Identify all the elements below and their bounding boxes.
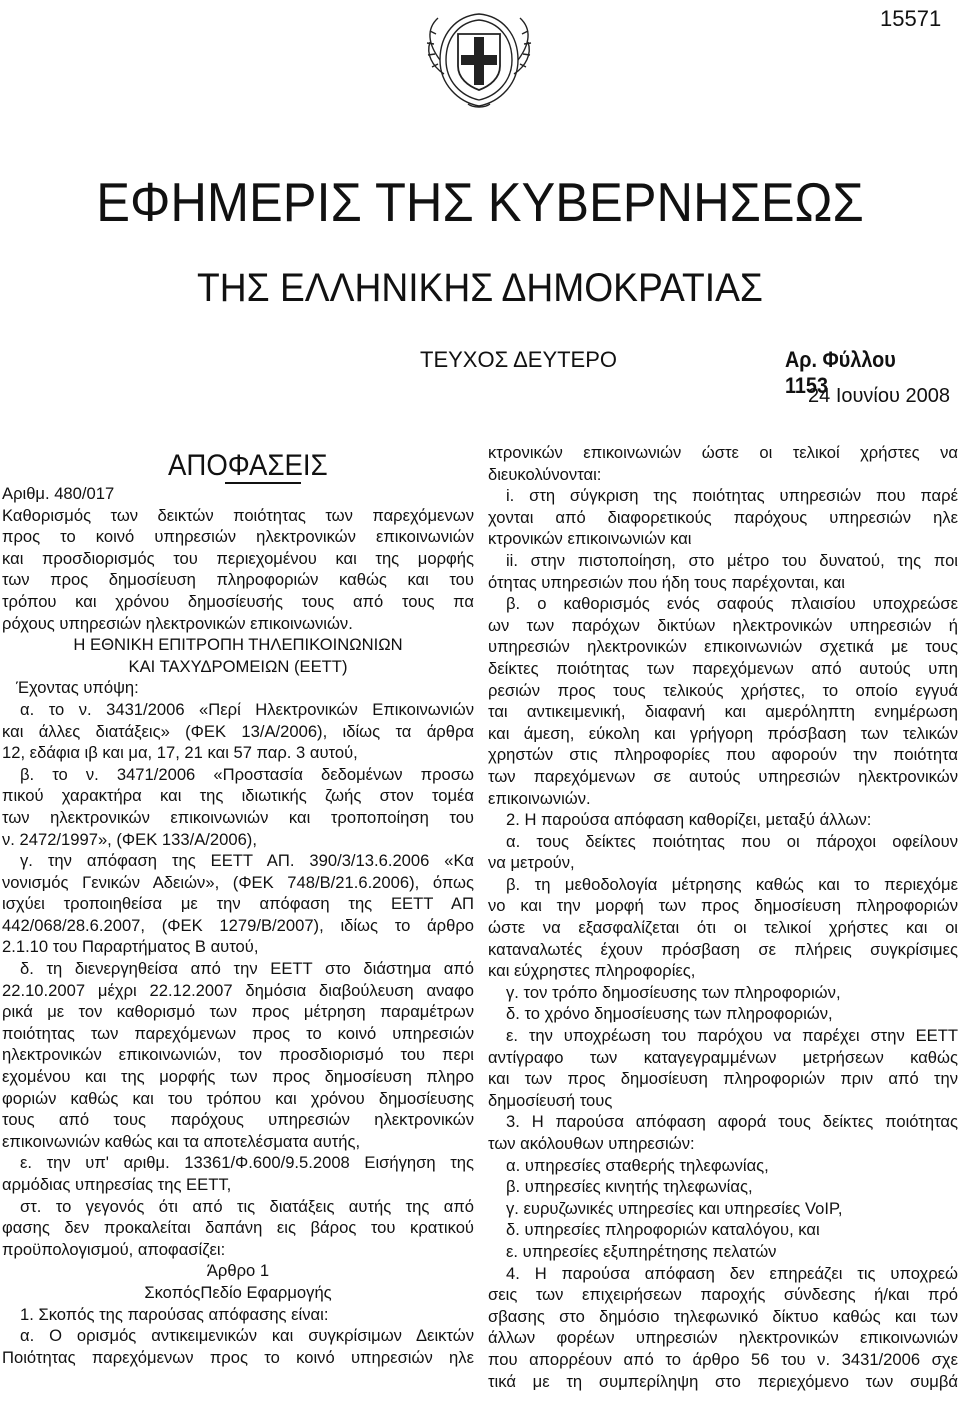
article-heading: Άρθρο 1: [206, 1261, 270, 1281]
text-line: ισχύει τροποιηθείσα με την απόφαση της ΕΕΤΤ ΑΠ: [2, 894, 474, 914]
text-line: νο και την μορφή των προς δημοσίευση πληροφοριών: [488, 896, 958, 916]
text-line: πικού χαρακτήρα και της ιδιωτικής ζωής στον τομέα: [2, 786, 474, 806]
text-line: 1. Σκοπός της παρούσας απόφασης είναι:: [20, 1304, 329, 1324]
text-line: 22.10.2007 μέχρι 22.12.2007 δημόσια διαβούλευση αναφο: [2, 980, 474, 1000]
text-line: που απορρέουν από το άρθρο 56 του ν. 3431/2006 σχε: [488, 1349, 958, 1369]
text-line: σβασης στο δημόσιο τηλεφωνικό δίκτυο καθώς και των: [488, 1306, 958, 1326]
text-line: φασης δεν προκαλείται δαπάνη εις βάρος του κρατικού: [2, 1218, 474, 1238]
text-line: και των προς δημοσίευση πληροφοριών πριν από την: [488, 1069, 958, 1089]
text-line: διευκολύνονται:: [488, 464, 602, 484]
text-line: ε. την υποχρέωση του παρόχου να παρέχει στην ΕΕΤΤ: [506, 1026, 958, 1046]
list-item: α. υπηρεσίες σταθερής τηλεφωνίας,: [506, 1155, 769, 1175]
text-line: σεις των επιχειρήσεων παροχής σύνδεσης ή/και πρό: [488, 1285, 958, 1305]
text-line: i. στη σύγκριση της ποιότητας υπηρεσιών που παρέ: [506, 486, 958, 506]
text-line: ότητας υπηρεσιών που ήδη τους παρέχονται, και: [488, 572, 845, 592]
decision-subject-line: των προς δημοσίευση πληροφοριών καθώς και του: [2, 570, 474, 590]
text-line: να μετρούν,: [488, 853, 575, 873]
decision-subject-line: και προσδιορισμός του περιεχομένου και της μορφής: [2, 548, 474, 568]
text-line: επικοινωνιών.: [488, 788, 591, 808]
text-line: των ακόλουθων υπηρεσιών:: [488, 1134, 695, 1153]
article-title: ΣκοπόςΠεδίο Εφαρμογής: [144, 1282, 332, 1302]
text-line: εχομένου και της μορφής των προς δημοσίευση πληρο: [2, 1067, 474, 1087]
text-line: τους από τους παρόχους υπηρεσιών ηλεκτρονικών: [2, 1110, 474, 1130]
decision-subject-line: Καθορισμός των δεικτών ποιότητας των παρεχόμενων: [2, 505, 474, 525]
text-line: άλλων φορέων υπηρεσιών ηλεκτρονικών επικοινωνιών: [488, 1328, 958, 1348]
text-line: δείκτες ποιότητας των παρεχόμενων από αυτούς υπη: [488, 658, 958, 678]
sheet-number: Αρ. Φύλλου 1153: [785, 347, 896, 398]
text-line: στ. το γεγονός ότι από τις διατάξεις αυτής της από: [20, 1196, 474, 1216]
text-line: ώστε να εξασφαλίζεται ότι οι τελικοί χρήστες και οι: [488, 918, 958, 938]
decision-number: Αριθμ. 480/017: [2, 484, 115, 503]
decision-subject-line: προς το κοινό υπηρεσιών ηλεκτρονικών επικοινωνιών: [2, 527, 474, 547]
left-text-column: [2, 483, 474, 1368]
text-line: δ. τη διενεργηθείσα από την ΕΕΤΤ στο διάστημα από: [20, 959, 474, 979]
text-line: επικοινωνιών καθώς και τα αποτελέσματα αυτής,: [2, 1131, 361, 1151]
issue-date: 24 Ιουνίου 2008: [808, 385, 950, 407]
list-item: δ. υπηρεσίες πληροφοριών καταλόγου, και: [506, 1220, 820, 1240]
text-line: ται αντικειμενική, διαφανή και αμερόληπτη ενημέρωση: [488, 702, 958, 722]
text-line: α. Ο ορισμός αντικειμενικών και συγκρίσιμων Δεικτών: [20, 1326, 474, 1346]
text-line: ε. την υπ' αριθμ. 13361/Φ.600/9.5.2008 Εισήγηση της: [20, 1153, 474, 1173]
text-line: 12, εδάφια ιβ και μα, 17, 21 και 57 παρ. 3 αυτού,: [2, 743, 358, 763]
text-line: αρμόδιας υπηρεσίας της ΕΕΤΤ,: [2, 1175, 232, 1194]
text-line: των παρεχόμενων σε αυτούς υπηρεσιών ηλεκτρονικών: [488, 766, 958, 786]
text-line: α. το ν. 3431/2006 «Περί Ηλεκτρονικών Επικοινωνιών: [20, 699, 474, 719]
text-line: β. τη μεθοδολογία μέτρησης καθώς και το περιεχόμε: [506, 874, 958, 894]
text-line: νονισμός Γενικών Αδειών», (ΦΕΚ 748/Β/21.6.2006), όπως: [2, 872, 474, 892]
list-item: ε. υπηρεσίες εξυπηρέτησης πελατών: [506, 1241, 777, 1261]
text-line: ποιότητας των παρεχόμενων προς το κοινό υπηρεσιών: [2, 1023, 474, 1043]
text-line: 2. Η παρούσα απόφαση καθορίζει, μεταξύ άλλων:: [506, 810, 872, 830]
text-line: φοριών καθώς και του τρόπου και χρόνου δημοσίευσης: [2, 1088, 474, 1108]
text-line: καταναλωτές έχουν πρόσβαση σε πλήρεις συγκρίσιμες: [488, 939, 958, 959]
text-line: δ. το χρόνο δημοσίευσης των πληροφοριών,: [506, 1004, 833, 1024]
text-line: κτρονικών επικοινωνιών ώστε οι τελικοί χρήστες να: [488, 443, 958, 462]
text-line: γ. την απόφαση της ΕΕΤΤ ΑΠ. 390/3/13.6.2006 «Κα: [20, 851, 474, 871]
text-line: και άλλες διατάξεις» (ΦΕΚ 13/Α/2006), ιδίως τα άρθρα: [2, 721, 474, 741]
text-line: ρεσιών προς τους τελικούς χρήστες, το οποίο εγγυά: [488, 680, 958, 700]
decision-subject-line: ρόχους υπηρεσιών ηλεκτρονικών επικοινωνιών.: [2, 613, 353, 633]
text-line: Ποιότητας παρεχόμενων προς το κοινό υπηρεσιών ηλε: [2, 1347, 474, 1367]
republic-title: ΤΗΣ ΕΛΛΗΝΙΚΗΣ ΔΗΜΟΚΡΑΤΙΑΣ: [197, 266, 763, 310]
list-item: γ. ευρυζωνικές υπηρεσίες και υπηρεσίες VoIP,: [506, 1198, 843, 1218]
text-line: και άμεση, εύκολη και γρήγορη πρόσβαση των τελικών: [488, 723, 958, 743]
text-line: υπηρεσιών ηλεκτρονικών επικοινωνιών σχετικά με τους: [488, 637, 958, 657]
text-line: γ. τον τρόπο δημοσίευσης των πληροφοριών,: [506, 982, 841, 1002]
text-line: τικά με τη συμπερίληψη στο περιεχόμενο των συμβά: [488, 1371, 958, 1391]
text-line: ηλεκτρονικών επικοινωνιών, τον προσδιορισμό του περι: [2, 1045, 474, 1065]
text-line: 4. Η παρούσα απόφαση δεν επηρεάζει τις υποχρεώ: [506, 1263, 958, 1283]
text-line: ρικά με τον καθορισμό των προς μέτρηση παραμέτρων: [2, 1002, 474, 1022]
decision-subject-line: τρόπου και χρόνου δημοσίευσής τους από τους πα: [2, 591, 474, 611]
text-line: ii. στην πιστοποίηση, στο μέτρο του δυνατού, της ποι: [506, 550, 958, 570]
page-number: 15571: [880, 6, 942, 31]
text-line: ν. 2472/1997», (ΦΕΚ 133/Α/2006),: [2, 829, 257, 849]
text-line: α. τους δείκτες ποιότητας που οι πάροχοι οφείλουν: [506, 831, 958, 851]
text-line: χονται από διαφορετικούς παρόχους υπηρεσιών ηλε: [488, 507, 958, 527]
text-line: αντίγραφο των καταγεγραμμένων μετρήσεων καθώς: [488, 1047, 958, 1067]
authority-heading: ΚΑΙ ΤΑΧΥΔΡΟΜΕΙΩΝ (ΕΕΤΤ): [128, 656, 348, 676]
text-line: κτρονικών επικοινωνιών και: [488, 529, 692, 549]
text-line: 442/068/28.6.2007, (ΦΕΚ 1279/Β/2007), ιδίως το άρθρο: [2, 915, 474, 935]
authority-heading: Η ΕΘΝΙΚΗ ΕΠΙΤΡΟΠΗ ΤΗΛΕΠΙΚΟΙΝΩΝΙΩΝ: [73, 635, 403, 655]
text-line: β. ο καθορισμός ενός σαφούς πλαισίου υποχρεώσε: [506, 594, 958, 614]
greek-coat-of-arms-icon: [418, 4, 540, 112]
section-heading: ΑΠΟΦΑΣΕΙΣ: [168, 449, 328, 482]
text-line: και εύχρηστες πληροφορίες,: [488, 961, 696, 981]
gazette-title: ΕΦΗΜΕΡΙΣ ΤΗΣ ΚΥΒΕΡΝΗΣΕΩΣ: [96, 171, 864, 233]
text-line: 2.1.10 του Παραρτήματος Β αυτού,: [2, 937, 259, 957]
text-line: ων των παρόχων δικτύων ηλεκτρονικών υπηρεσιών ή: [488, 615, 958, 635]
issue-series: ΤΕΥΧΟΣ ΔΕΥΤΕΡΟ: [420, 347, 618, 372]
list-item: β. υπηρεσίες κινητής τηλεφωνίας,: [506, 1177, 753, 1197]
text-line: β. το ν. 3471/2006 «Προστασία δεδομένων προσω: [20, 764, 474, 784]
text-line: προϋπολογισμού, αποφασίζει:: [2, 1239, 226, 1259]
text-line: των ηλεκτρονικών επικοινωνιών και τροποποίηση του: [2, 807, 474, 827]
considering-heading: Έχοντας υπόψη:: [16, 678, 139, 698]
right-text-column: [488, 442, 958, 1392]
text-line: 3. Η παρούσα απόφαση αφορά τους δείκτες ποιότητας: [506, 1112, 958, 1132]
text-line: δημοσίευσή τους: [488, 1090, 613, 1110]
text-line: χρηστών στις πληροφορίες που αφορούν την ποιότητα: [488, 745, 958, 765]
